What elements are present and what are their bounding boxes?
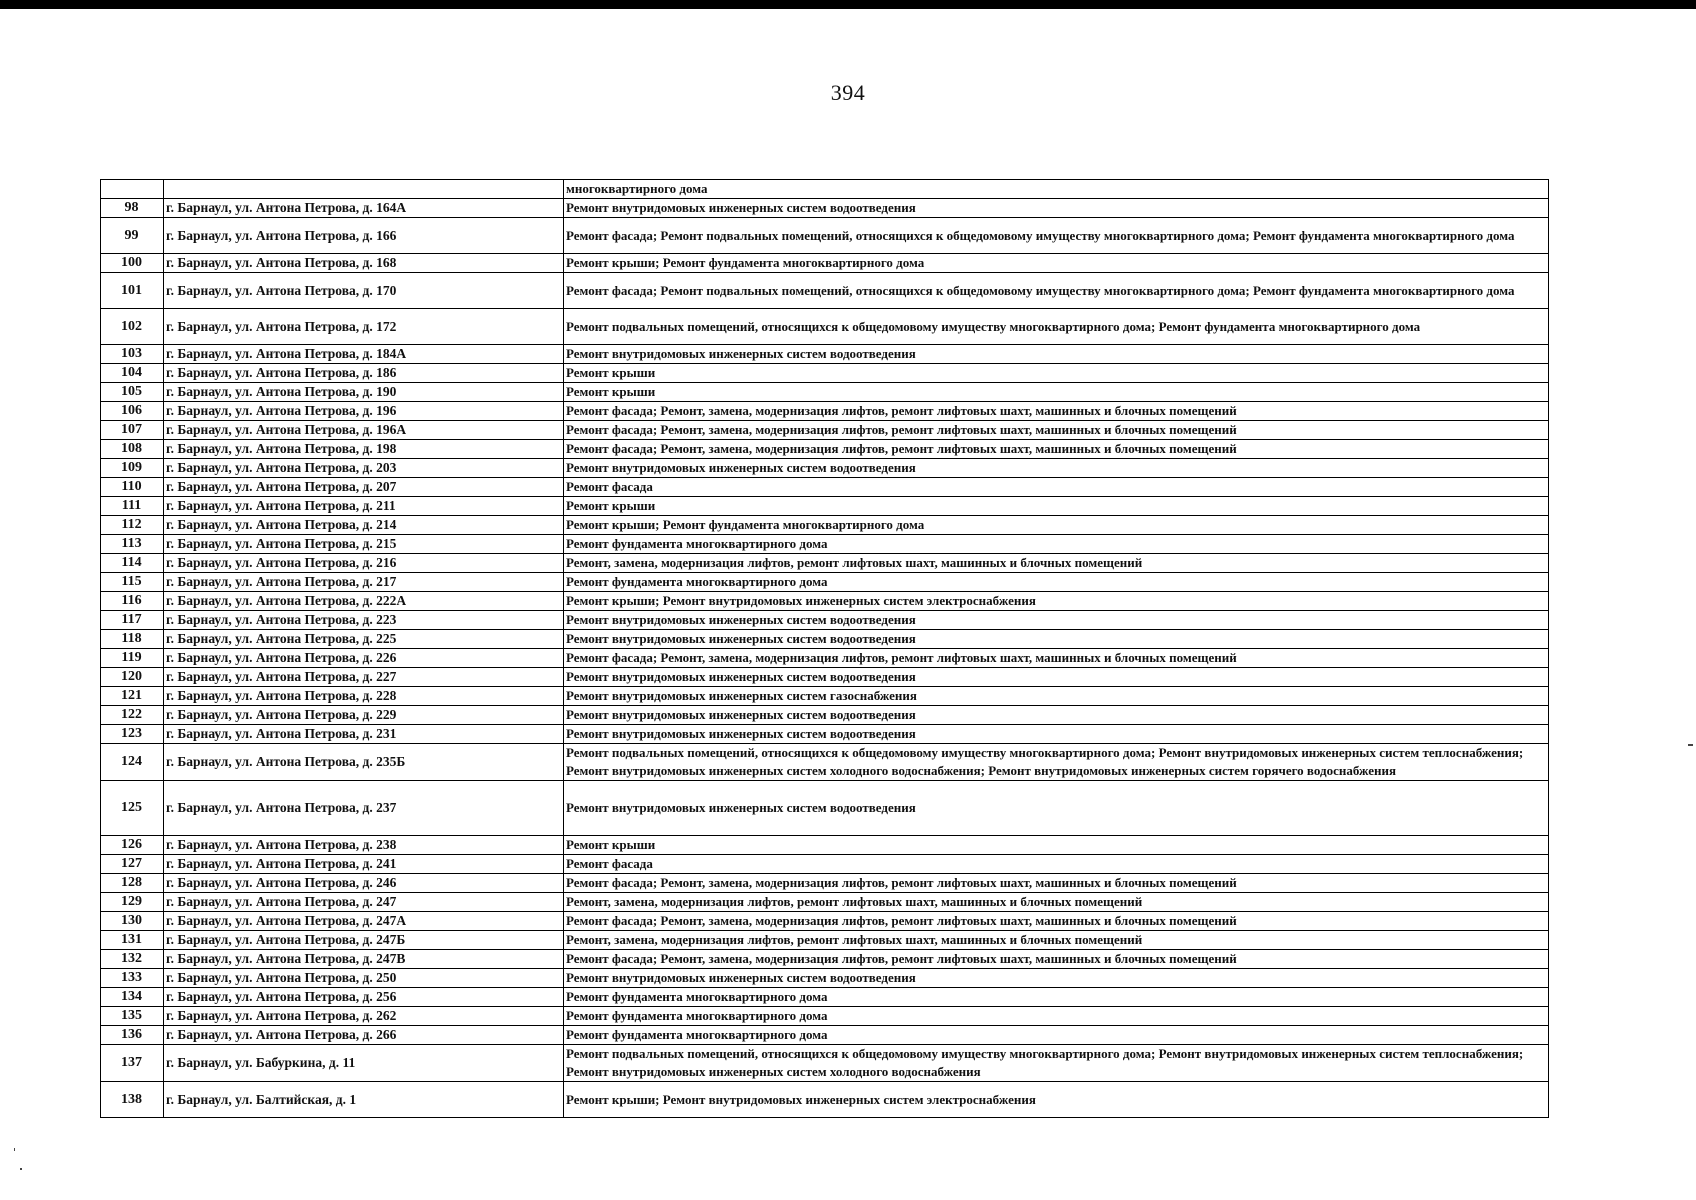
address-cell: г. Барнаул, ул. Антона Петрова, д. 262 [164, 1007, 564, 1026]
table-row [101, 649, 1549, 668]
table-row [101, 554, 1549, 573]
address-cell: г. Барнаул, ул. Антона Петрова, д. 266 [164, 1026, 564, 1045]
repair-work-cell: Ремонт фасада; Ремонт, замена, модернизация лифтов, ремонт лифтовых шахт, машинных и блочных помещений [564, 874, 1549, 893]
row-number-cell: 110 [101, 478, 164, 497]
row-number-cell: 111 [101, 497, 164, 516]
address-cell: г. Барнаул, ул. Антона Петрова, д. 186 [164, 364, 564, 383]
row-number-cell [101, 180, 164, 199]
repair-work-cell: Ремонт внутридомовых инженерных систем водоотведения [564, 969, 1549, 988]
row-number-cell: 121 [101, 687, 164, 706]
repair-work-cell: Ремонт фундамента многоквартирного дома [564, 535, 1549, 554]
repair-work-cell: Ремонт фасада; Ремонт, замена, модернизация лифтов, ремонт лифтовых шахт, машинных и блочных помещений [564, 912, 1549, 931]
address-cell: г. Барнаул, ул. Антона Петрова, д. 229 [164, 706, 564, 725]
address-cell: г. Барнаул, ул. Балтийская, д. 1 [164, 1082, 564, 1118]
row-number-cell: 134 [101, 988, 164, 1007]
table-row [101, 969, 1549, 988]
address-cell: г. Барнаул, ул. Антона Петрова, д. 216 [164, 554, 564, 573]
row-number-cell: 113 [101, 535, 164, 554]
address-cell: г. Барнаул, ул. Антона Петрова, д. 228 [164, 687, 564, 706]
table-row [101, 478, 1549, 497]
repair-work-cell: Ремонт внутридомовых инженерных систем водоотведения [564, 459, 1549, 478]
address-cell: г. Барнаул, ул. Антона Петрова, д. 247 [164, 893, 564, 912]
address-cell: г. Барнаул, ул. Антона Петрова, д. 170 [164, 273, 564, 309]
table-row [101, 497, 1549, 516]
repair-work-cell: Ремонт фасада; Ремонт, замена, модернизация лифтов, ремонт лифтовых шахт, машинных и блочных помещений [564, 402, 1549, 421]
table-row [101, 345, 1549, 364]
row-number-cell: 112 [101, 516, 164, 535]
repair-work-cell: Ремонт фасада [564, 478, 1549, 497]
row-number-cell: 109 [101, 459, 164, 478]
table-row [101, 912, 1549, 931]
table-row [101, 687, 1549, 706]
address-cell: г. Барнаул, ул. Антона Петрова, д. 196А [164, 421, 564, 440]
address-cell: г. Барнаул, ул. Антона Петрова, д. 226 [164, 649, 564, 668]
scan-top-border [0, 0, 1696, 9]
address-cell: г. Барнаул, ул. Антона Петрова, д. 227 [164, 668, 564, 687]
repair-work-cell: Ремонт фундамента многоквартирного дома [564, 988, 1549, 1007]
table-row [101, 516, 1549, 535]
address-cell: г. Барнаул, ул. Антона Петрова, д. 222А [164, 592, 564, 611]
row-number-cell: 102 [101, 309, 164, 345]
table-row [101, 1045, 1549, 1082]
table-row [101, 364, 1549, 383]
scan-speck [1688, 744, 1693, 746]
table-row [101, 1007, 1549, 1026]
repair-work-cell: Ремонт, замена, модернизация лифтов, ремонт лифтовых шахт, машинных и блочных помещений [564, 893, 1549, 912]
repair-work-cell: Ремонт крыши [564, 383, 1549, 402]
row-number-cell: 106 [101, 402, 164, 421]
address-cell: г. Барнаул, ул. Бабуркина, д. 11 [164, 1045, 564, 1082]
address-cell: г. Барнаул, ул. Антона Петрова, д. 246 [164, 874, 564, 893]
address-cell: г. Барнаул, ул. Антона Петрова, д. 223 [164, 611, 564, 630]
address-cell: г. Барнаул, ул. Антона Петрова, д. 207 [164, 478, 564, 497]
row-number-cell: 119 [101, 649, 164, 668]
row-number-cell: 135 [101, 1007, 164, 1026]
table-row [101, 725, 1549, 744]
table-row [101, 611, 1549, 630]
address-cell: г. Барнаул, ул. Антона Петрова, д. 184А [164, 345, 564, 364]
address-cell [164, 180, 564, 199]
address-cell: г. Барнаул, ул. Антона Петрова, д. 250 [164, 969, 564, 988]
repair-work-cell: Ремонт фасада; Ремонт, замена, модернизация лифтов, ремонт лифтовых шахт, машинных и блочных помещений [564, 440, 1549, 459]
address-cell: г. Барнаул, ул. Антона Петрова, д. 247В [164, 950, 564, 969]
address-cell: г. Барнаул, ул. Антона Петрова, д. 172 [164, 309, 564, 345]
address-cell: г. Барнаул, ул. Антона Петрова, д. 235Б [164, 744, 564, 781]
row-number-cell: 114 [101, 554, 164, 573]
row-number-cell: 104 [101, 364, 164, 383]
address-cell: г. Барнаул, ул. Антона Петрова, д. 237 [164, 781, 564, 836]
repair-work-cell: Ремонт крыши; Ремонт внутридомовых инженерных систем электроснабжения [564, 1082, 1549, 1118]
address-cell: г. Барнаул, ул. Антона Петрова, д. 203 [164, 459, 564, 478]
row-number-cell: 136 [101, 1026, 164, 1045]
address-cell: г. Барнаул, ул. Антона Петрова, д. 215 [164, 535, 564, 554]
row-number-cell: 105 [101, 383, 164, 402]
repair-work-cell: Ремонт внутридомовых инженерных систем водоотведения [564, 630, 1549, 649]
row-number-cell: 100 [101, 254, 164, 273]
repair-work-cell: Ремонт внутридомовых инженерных систем водоотведения [564, 345, 1549, 364]
table-row [101, 744, 1549, 781]
repair-work-cell: Ремонт крыши [564, 497, 1549, 516]
address-cell: г. Барнаул, ул. Антона Петрова, д. 214 [164, 516, 564, 535]
row-number-cell: 138 [101, 1082, 164, 1118]
repair-work-cell: Ремонт фасада; Ремонт, замена, модернизация лифтов, ремонт лифтовых шахт, машинных и блочных помещений [564, 649, 1549, 668]
row-number-cell: 132 [101, 950, 164, 969]
table-row [101, 309, 1549, 345]
table-row [101, 874, 1549, 893]
row-number-cell: 123 [101, 725, 164, 744]
table-row [101, 592, 1549, 611]
row-number-cell: 98 [101, 199, 164, 218]
repair-work-cell: Ремонт крыши; Ремонт фундамента многоквартирного дома [564, 254, 1549, 273]
table-row [101, 988, 1549, 1007]
address-cell: г. Барнаул, ул. Антона Петрова, д. 166 [164, 218, 564, 254]
table-row [101, 706, 1549, 725]
table-row [101, 273, 1549, 309]
row-number-cell: 125 [101, 781, 164, 836]
row-number-cell: 126 [101, 836, 164, 855]
repair-work-cell: Ремонт фасада; Ремонт подвальных помещений, относящихся к общедомовому имуществу многоквартирного дома; Ремонт фундамента многоквартирного дома [564, 218, 1549, 254]
repair-work-cell: Ремонт внутридомовых инженерных систем газоснабжения [564, 687, 1549, 706]
row-number-cell: 120 [101, 668, 164, 687]
address-cell: г. Барнаул, ул. Антона Петрова, д. 196 [164, 402, 564, 421]
address-cell: г. Барнаул, ул. Антона Петрова, д. 217 [164, 573, 564, 592]
address-cell: г. Барнаул, ул. Антона Петрова, д. 247А [164, 912, 564, 931]
table-row [101, 573, 1549, 592]
table-row [101, 535, 1549, 554]
repair-work-cell: Ремонт внутридомовых инженерных систем водоотведения [564, 706, 1549, 725]
row-number-cell: 107 [101, 421, 164, 440]
address-cell: г. Барнаул, ул. Антона Петрова, д. 164А [164, 199, 564, 218]
row-number-cell: 129 [101, 893, 164, 912]
row-number-cell: 130 [101, 912, 164, 931]
scan-speck [20, 1168, 22, 1170]
row-number-cell: 137 [101, 1045, 164, 1082]
repair-work-cell: Ремонт подвальных помещений, относящихся к общедомовому имуществу многоквартирного дома; Ремонт фундамента многоквартирного дома [564, 309, 1549, 345]
address-cell: г. Барнаул, ул. Антона Петрова, д. 247Б [164, 931, 564, 950]
repair-register-table [100, 179, 1549, 1118]
table-row [101, 1026, 1549, 1045]
address-cell: г. Барнаул, ул. Антона Петрова, д. 168 [164, 254, 564, 273]
repair-work-cell: Ремонт внутридомовых инженерных систем водоотведения [564, 199, 1549, 218]
table-row [101, 668, 1549, 687]
table-row [101, 855, 1549, 874]
table-row [101, 781, 1549, 836]
row-number-cell: 116 [101, 592, 164, 611]
row-number-cell: 124 [101, 744, 164, 781]
repair-work-cell: Ремонт подвальных помещений, относящихся к общедомовому имуществу многоквартирного дома; Ремонт внутридомовых инженерных систем теплоснабжения; Ремонт внутридомовых инженерных систем холодного водоснабжения [564, 1045, 1549, 1082]
row-number-cell: 133 [101, 969, 164, 988]
table-row [101, 421, 1549, 440]
address-cell: г. Барнаул, ул. Антона Петрова, д. 238 [164, 836, 564, 855]
repair-work-cell: Ремонт фундамента многоквартирного дома [564, 573, 1549, 592]
repair-work-cell: Ремонт внутридомовых инженерных систем водоотведения [564, 611, 1549, 630]
repair-work-cell: Ремонт крыши; Ремонт внутридомовых инженерных систем электроснабжения [564, 592, 1549, 611]
table-row [101, 893, 1549, 912]
table-row [101, 950, 1549, 969]
repair-work-cell: Ремонт, замена, модернизация лифтов, ремонт лифтовых шахт, машинных и блочных помещений [564, 554, 1549, 573]
row-number-cell: 115 [101, 573, 164, 592]
table-row [101, 199, 1549, 218]
repair-work-cell: многоквартирного дома [564, 180, 1549, 199]
address-cell: г. Барнаул, ул. Антона Петрова, д. 190 [164, 383, 564, 402]
address-cell: г. Барнаул, ул. Антона Петрова, д. 198 [164, 440, 564, 459]
address-cell: г. Барнаул, ул. Антона Петрова, д. 231 [164, 725, 564, 744]
repair-work-cell: Ремонт подвальных помещений, относящихся к общедомовому имуществу многоквартирного дома; Ремонт внутридомовых инженерных систем теплоснабжения; Ремонт внутридомовых инженерных систем холодного водоснабжения; Ремонт внутридомовых инженерных систем горячего водоснабжения [564, 744, 1549, 781]
row-number-cell: 128 [101, 874, 164, 893]
table-row [101, 440, 1549, 459]
repair-work-cell: Ремонт крыши [564, 836, 1549, 855]
repair-work-cell: Ремонт фасада [564, 855, 1549, 874]
row-number-cell: 131 [101, 931, 164, 950]
row-number-cell: 118 [101, 630, 164, 649]
repair-work-cell: Ремонт, замена, модернизация лифтов, ремонт лифтовых шахт, машинных и блочных помещений [564, 931, 1549, 950]
table-row [101, 402, 1549, 421]
repair-work-cell: Ремонт фасада; Ремонт подвальных помещений, относящихся к общедомовому имуществу многоквартирного дома; Ремонт фундамента многоквартирного дома [564, 273, 1549, 309]
repair-work-cell: Ремонт фундамента многоквартирного дома [564, 1007, 1549, 1026]
address-cell: г. Барнаул, ул. Антона Петрова, д. 211 [164, 497, 564, 516]
row-number-cell: 103 [101, 345, 164, 364]
repair-work-cell: Ремонт крыши [564, 364, 1549, 383]
row-number-cell: 117 [101, 611, 164, 630]
row-number-cell: 127 [101, 855, 164, 874]
repair-work-cell: Ремонт фундамента многоквартирного дома [564, 1026, 1549, 1045]
repair-work-cell: Ремонт фасада; Ремонт, замена, модернизация лифтов, ремонт лифтовых шахт, машинных и блочных помещений [564, 421, 1549, 440]
table-row [101, 1082, 1549, 1118]
row-number-cell: 108 [101, 440, 164, 459]
table-row [101, 836, 1549, 855]
row-number-cell: 101 [101, 273, 164, 309]
page-number: 394 [830, 80, 866, 105]
table-row [101, 931, 1549, 950]
table-row [101, 218, 1549, 254]
repair-work-cell: Ремонт внутридомовых инженерных систем водоотведения [564, 781, 1549, 836]
repair-work-cell: Ремонт внутридомовых инженерных систем водоотведения [564, 668, 1549, 687]
repair-work-cell: Ремонт крыши; Ремонт фундамента многоквартирного дома [564, 516, 1549, 535]
address-cell: г. Барнаул, ул. Антона Петрова, д. 241 [164, 855, 564, 874]
table-row [101, 180, 1549, 199]
table-row [101, 383, 1549, 402]
table-row [101, 630, 1549, 649]
scan-speck [14, 1148, 15, 1151]
row-number-cell: 122 [101, 706, 164, 725]
address-cell: г. Барнаул, ул. Антона Петрова, д. 225 [164, 630, 564, 649]
repair-work-cell: Ремонт фасада; Ремонт, замена, модернизация лифтов, ремонт лифтовых шахт, машинных и блочных помещений [564, 950, 1549, 969]
table-row [101, 459, 1549, 478]
address-cell: г. Барнаул, ул. Антона Петрова, д. 256 [164, 988, 564, 1007]
table-body [101, 180, 1549, 1118]
row-number-cell: 99 [101, 218, 164, 254]
table-row [101, 254, 1549, 273]
repair-work-cell: Ремонт внутридомовых инженерных систем водоотведения [564, 725, 1549, 744]
